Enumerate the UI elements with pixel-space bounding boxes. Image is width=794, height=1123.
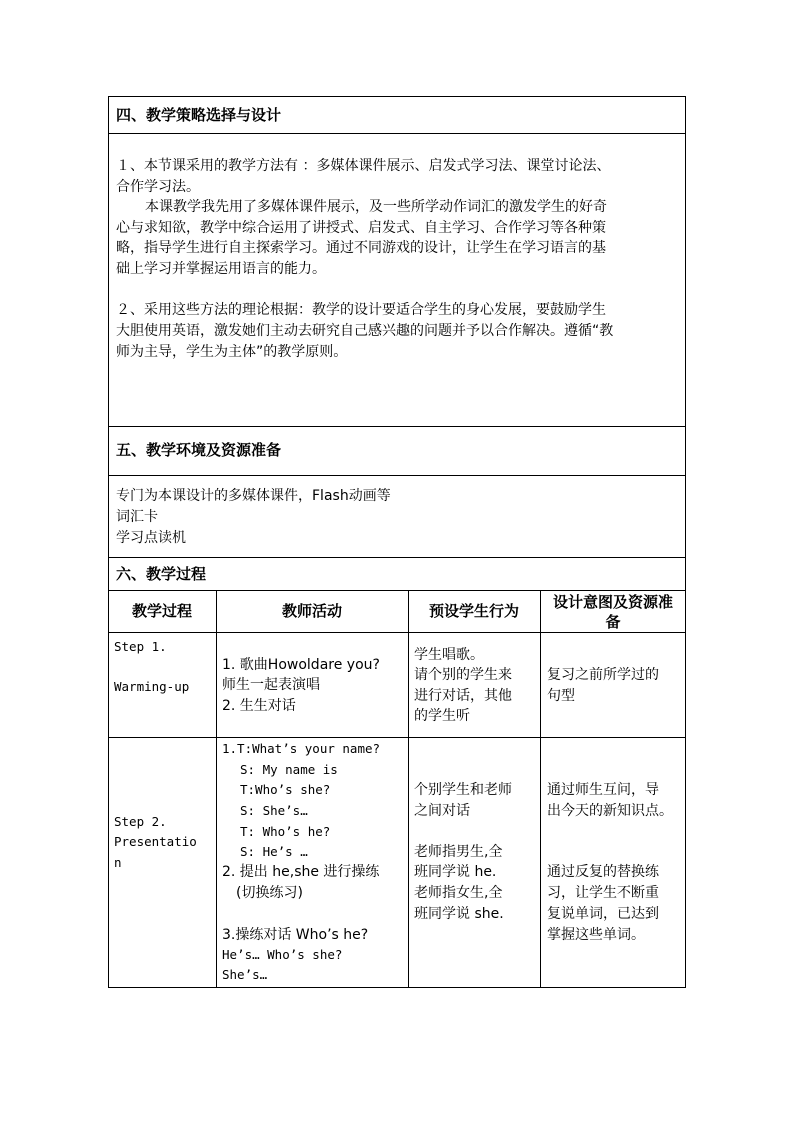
paragraph-line: 础上学习并掌握运用语言的能力。: [116, 261, 326, 277]
teacher-activity: S: He’s …: [240, 844, 308, 859]
divider: [108, 475, 686, 476]
student-behavior: 老师指女生,全: [414, 885, 503, 901]
step-label: Warming-up: [114, 679, 190, 694]
design-intent: 出今天的新知识点。: [547, 803, 673, 819]
step-label: Presentatio: [114, 834, 197, 849]
section-heading: 五、教学环境及资源准备: [116, 441, 282, 459]
student-behavior: 班同学说 he.: [414, 864, 497, 880]
step-label: Step 1.: [114, 639, 167, 654]
divider: [108, 426, 686, 427]
student-behavior: 班同学说 she.: [414, 906, 504, 922]
paragraph-line: 本课教学我先用了多媒体课件展示，及一些所学动作词汇的激发学生的好奇: [145, 199, 607, 215]
student-behavior: 之间对话: [414, 803, 470, 819]
design-intent: 掌握这些单词。: [547, 927, 645, 943]
student-behavior: 学生唱歌。: [414, 647, 484, 663]
teacher-activity: T:Who’s she?: [240, 782, 331, 797]
paragraph-line: 词汇卡: [116, 509, 158, 525]
teacher-activity: 2. 提出 he,she 进行操练: [222, 864, 380, 880]
section-heading: 六、教学过程: [116, 565, 207, 583]
teacher-activity: T: Who’s he?: [240, 824, 331, 839]
teacher-activity: (切换练习): [236, 885, 303, 901]
teacher-activity: 3.操练对话 Who’s he?: [222, 927, 369, 943]
column-header: 备: [605, 613, 621, 631]
divider: [108, 737, 686, 738]
teacher-activity: 师生一起表演唱: [222, 677, 320, 693]
student-behavior: 个别学生和老师: [414, 782, 512, 798]
paragraph-line: 大胆使用英语，激发她们主动去研究自己感兴趣的问题并予以合作解决。遵循“教: [116, 323, 614, 339]
step-label: n: [114, 855, 122, 870]
section-heading: 四、教学策略选择与设计: [116, 106, 282, 124]
design-intent: 通过反复的替换练: [547, 864, 659, 880]
paragraph-line: 心与求知欲，教学中综合运用了讲授式、启发式、自主学习、合作学习等各种策: [116, 220, 606, 236]
column-header: 预设学生行为: [428, 602, 519, 620]
student-behavior: 老师指男生,全: [414, 844, 503, 860]
student-behavior: 的学生听: [414, 708, 470, 724]
divider: [108, 632, 686, 633]
teacher-activity: S: My name is: [240, 762, 338, 777]
teacher-activity: 1. 歌曲Howoldare you?: [222, 657, 380, 673]
student-behavior: 进行对话，其他: [414, 688, 512, 704]
divider: [108, 557, 686, 558]
column-header: 教学过程: [131, 602, 192, 620]
teacher-activity: S: She’s…: [240, 803, 308, 818]
design-intent: 复说单词，已达到: [547, 906, 659, 922]
column-divider: [216, 590, 217, 988]
paragraph-line: 合作学习法。: [116, 179, 200, 195]
teacher-activity: 1.T:What’s your name?: [222, 741, 381, 756]
divider: [108, 590, 686, 591]
design-intent: 句型: [547, 688, 575, 704]
column-divider: [408, 590, 409, 988]
divider: [108, 133, 686, 134]
column-divider: [540, 590, 541, 988]
column-header: 教师活动: [281, 602, 342, 620]
paragraph-line: 略，指导学生进行自主探索学习。通过不同游戏的设计，让学生在学习语言的基: [116, 240, 606, 256]
teacher-activity: 2. 生生对话: [222, 698, 296, 714]
design-intent: 通过师生互问，导: [547, 782, 659, 798]
step-label: Step 2.: [114, 814, 167, 829]
design-intent: 习，让学生不断重: [547, 885, 659, 901]
paragraph-line: 学习点读机: [116, 530, 186, 546]
design-intent: 复习之前所学过的: [547, 667, 659, 683]
student-behavior: 请个别的学生来: [414, 667, 512, 683]
paragraph-line: １、本节课采用的教学方法有 ：多媒体课件展示、启发式学习法、课堂讨论法、: [116, 158, 611, 174]
paragraph-line: ２、采用这些方法的理论根据：教学的设计要适合学生的身心发展，要鼓励学生: [116, 302, 606, 318]
paragraph-line: 专门为本课设计的多媒体课件，Flash动画等: [116, 488, 391, 504]
column-header: 设计意图及资源准: [552, 593, 673, 611]
teacher-activity: She’s…: [222, 967, 268, 982]
teacher-activity: He’s… Who’s she?: [222, 947, 343, 962]
paragraph-line: 师为主导，学生为主体”的教学原则。: [116, 344, 348, 360]
